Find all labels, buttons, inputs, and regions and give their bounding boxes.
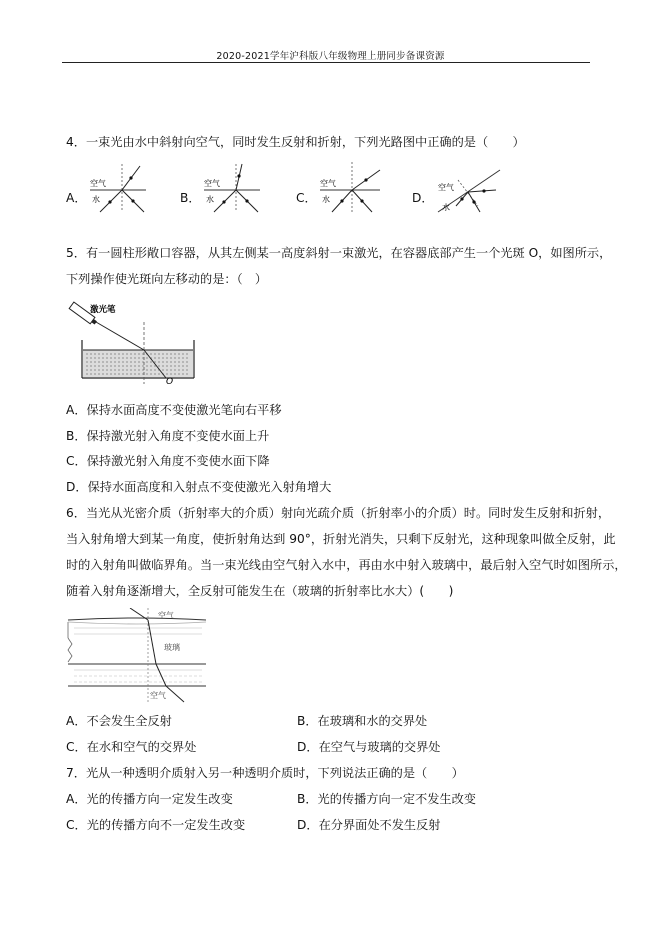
q5-figure-container (66, 300, 206, 386)
q6-option-c[interactable]: C．在水和空气的交界处 (66, 740, 197, 754)
q4-a-air-label: 空气 (90, 179, 106, 188)
q4-figure-d (432, 160, 504, 216)
q6-stem-line1: 6．当光从光密介质（折射率大的介质）射向光疏介质（折射率小的介质）时。同时发生反射和折射， (66, 506, 611, 520)
q6-option-d[interactable]: D．在空气与玻璃的交界处 (297, 740, 441, 754)
q4-option-b[interactable]: B． (180, 191, 201, 205)
q4-a-water-label: 水 (92, 195, 100, 204)
q6-stem-line3: 时的入射角叫做临界角。当一束光线由空气射入水中，再由水中射入玻璃中，最后射入空气时如图所示， (66, 558, 627, 572)
q4-b-water-label: 水 (206, 195, 214, 204)
q4-stem: 4．一束光由水中斜射向空气，同时发生反射和折射，下列光路图中正确的是（ ） (66, 135, 525, 149)
q7-option-c[interactable]: C．光的传播方向不一定发生改变 (66, 818, 246, 832)
q5-option-a[interactable]: A．保持水面高度不变使激光笔向右平移 (66, 403, 282, 417)
q7-option-a[interactable]: A．光的传播方向一定发生改变 (66, 792, 233, 806)
q4-c-air-label: 空气 (320, 179, 336, 188)
q6-air-bottom-label: 空气 (150, 691, 166, 700)
q5-laser-label: 激光笔 (90, 305, 116, 315)
q6-glass-label: 玻璃 (164, 643, 180, 652)
q4-figure-c (318, 160, 382, 214)
q5-option-d[interactable]: D．保持水面高度和入射点不变使激光入射角增大 (66, 480, 332, 494)
q4-d-air-label: 空气 (438, 183, 454, 192)
q4-option-c[interactable]: C． (296, 191, 317, 205)
header-rule (62, 62, 590, 63)
q6-figure-layers (66, 608, 208, 704)
q7-option-b[interactable]: B．光的传播方向一定不发生改变 (297, 792, 476, 806)
q4-d-water-label: 水 (442, 203, 450, 212)
q7-stem: 7．光从一种透明介质射入另一种透明介质时，下列说法正确的是（ ） (66, 766, 464, 780)
q5-stem-line2: 下列操作使光斑向左移动的是：（ ） (66, 272, 268, 286)
q5-stem-line1: 5．有一圆柱形敞口容器，从其左侧某一高度斜射一束激光，在容器底部产生一个光斑 O，如图所示， (66, 246, 612, 260)
q4-option-d[interactable]: D． (412, 191, 434, 205)
q4-figure-b (202, 162, 262, 214)
q6-air-top-label: 空气 (158, 611, 174, 620)
q6-option-b[interactable]: B．在玻璃和水的交界处 (297, 714, 428, 728)
q4-c-water-label: 水 (322, 195, 330, 204)
q4-b-air-label: 空气 (204, 179, 220, 188)
q4-option-a[interactable]: A． (66, 191, 87, 205)
q6-option-a[interactable]: A．不会发生全反射 (66, 714, 172, 728)
q5-option-b[interactable]: B．保持激光射入角度不变使水面上升 (66, 429, 270, 443)
q6-stem-line4: 随着入射角逐渐增大，全反射可能发生在（玻璃的折射率比水大）( ) (66, 584, 454, 598)
q5-spot-label: O (166, 377, 174, 386)
q4-figure-a (88, 162, 148, 214)
page-header: 2020-2021学年沪科版八年级物理上册同步备课资源 (216, 51, 445, 62)
q5-option-c[interactable]: C．保持激光射入角度不变使水面下降 (66, 454, 270, 468)
q7-option-d[interactable]: D．在分界面处不发生反射 (297, 818, 441, 832)
q6-stem-line2: 当入射角增大到某一角度，使折射角达到 90°，折射光消失，只剩下反射光，这种现象叫做全反射，此 (66, 532, 616, 546)
